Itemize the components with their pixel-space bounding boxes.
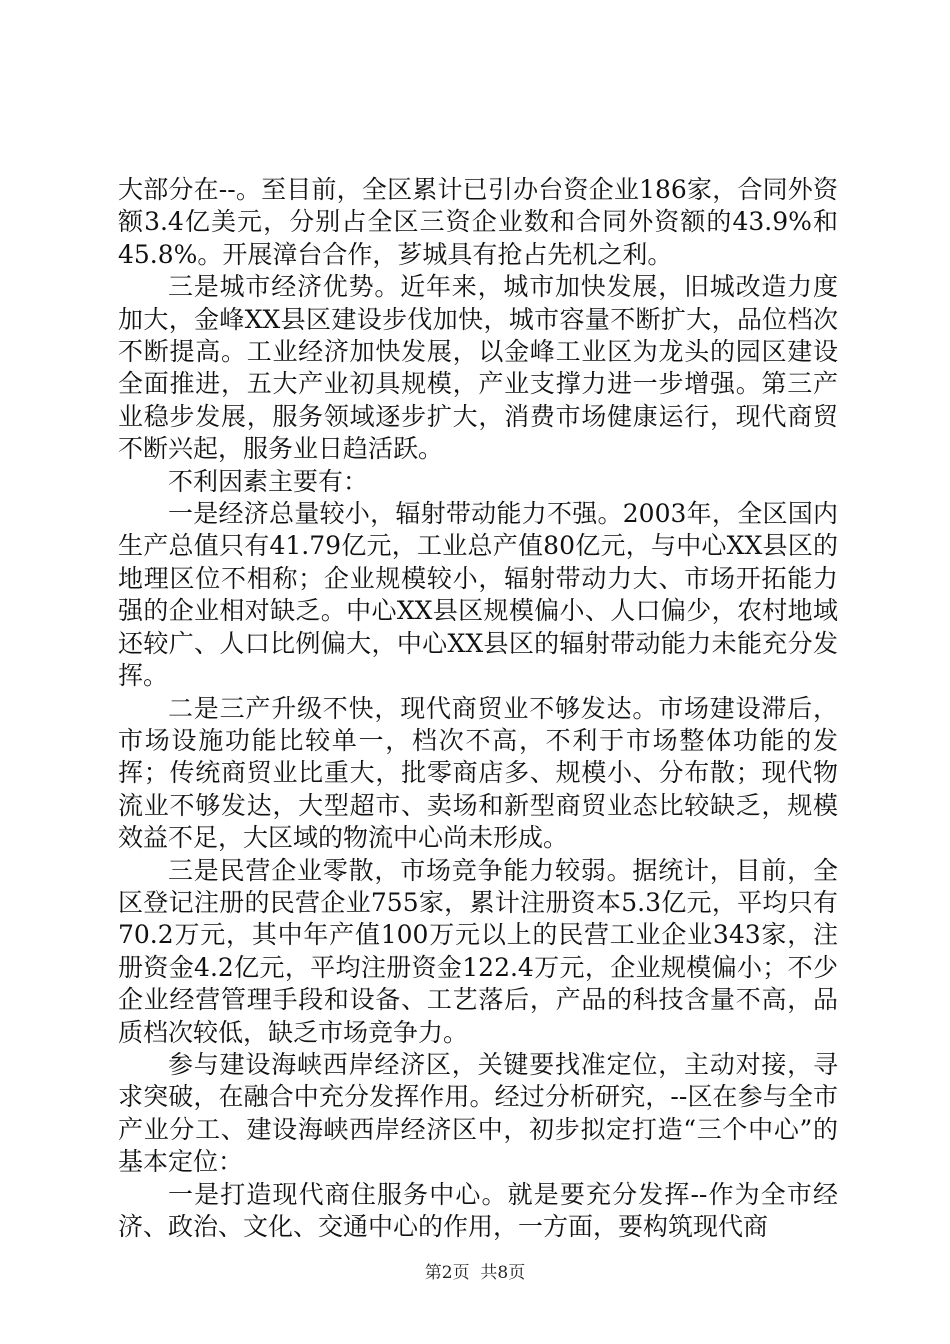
paragraph-tertiary-industry: 二是三产升级不快，现代商贸业不够发达。市场建设滞后，市场设施功能比较单一，档次不高，不利于市场整体功能的发挥；传统商贸业比重大，批零商店多、规模小、分布散；现代物流业不够发达，大型超市、卖场和新型商贸业态比较缺乏，规模效益不足，大区域的物流中心尚未形成。: [118, 693, 838, 853]
document-body: [118, 174, 838, 1243]
paragraph-unfavorable-factors-heading: 不利因素主要有：: [168, 466, 369, 496]
paragraph-continuation: 大部分在--。至目前，全区累计已引办台资企业186家，合同外资额3.4亿美元，分别占全区三资企业数和合同外资额的43.9%和45.8%。开展漳台合作，芗城具有抢占先机之利。: [118, 175, 838, 269]
paragraph-service-center: 一是打造现代商住服务中心。就是要充分发挥--作为全市经济、政治、文化、交通中心的作用，一方面，要构筑现代商: [118, 1179, 838, 1241]
paragraph-private-enterprise: 三是民营企业零散，市场竞争能力较弱。据统计，目前，全区登记注册的民营企业755家，累计注册资本5.3亿元，平均只有70.2万元，其中年产值100万元以上的民营工业企业343家，注册资金4.2亿元，平均注册资金122.4万元，企业规模偏小；不少企业经营管理手段和设备、工艺落后，产品的科技含量不高，品质档次较低，缺乏市场竞争力。: [118, 855, 838, 1047]
paragraph-positioning: 参与建设海峡西岸经济区，关键要找准定位，主动对接，寻求突破，在融合中充分发挥作用。经过分析研究，--区在参与全市产业分工、建设海峡西岸经济区中，初步拟定打造“三个中心”的基本定位：: [118, 1049, 838, 1177]
page-number-footer: 第2页 共8页: [424, 1263, 526, 1283]
paragraph-economic-scale: 一是经济总量较小，辐射带动能力不强。2003年，全区国内生产总值只有41.79亿元，工业总产值80亿元，与中心XX县区的地理区位不相称；企业规模较小，辐射带动力大、市场开拓能力强的企业相对缺乏。中心XX县区规模偏小、人口偏少，农村地域还较广、人口比例偏大，中心XX县区的辐射带动能力未能充分发挥。: [118, 499, 838, 691]
paragraph-city-economy-advantage: 三是城市经济优势。近年来，城市加快发展，旧城改造力度加大，金峰XX县区建设步伐加快，城市容量不断扩大，品位档次不断提高。工业经济加快发展，以金峰工业区为龙头的园区建设全面推进，五大产业初具规模，产业支撑力进一步增强。第三产业稳步发展，服务领域逐步扩大，消费市场健康运行，现代商贸不断兴起，服务业日趋活跃。: [118, 272, 838, 464]
